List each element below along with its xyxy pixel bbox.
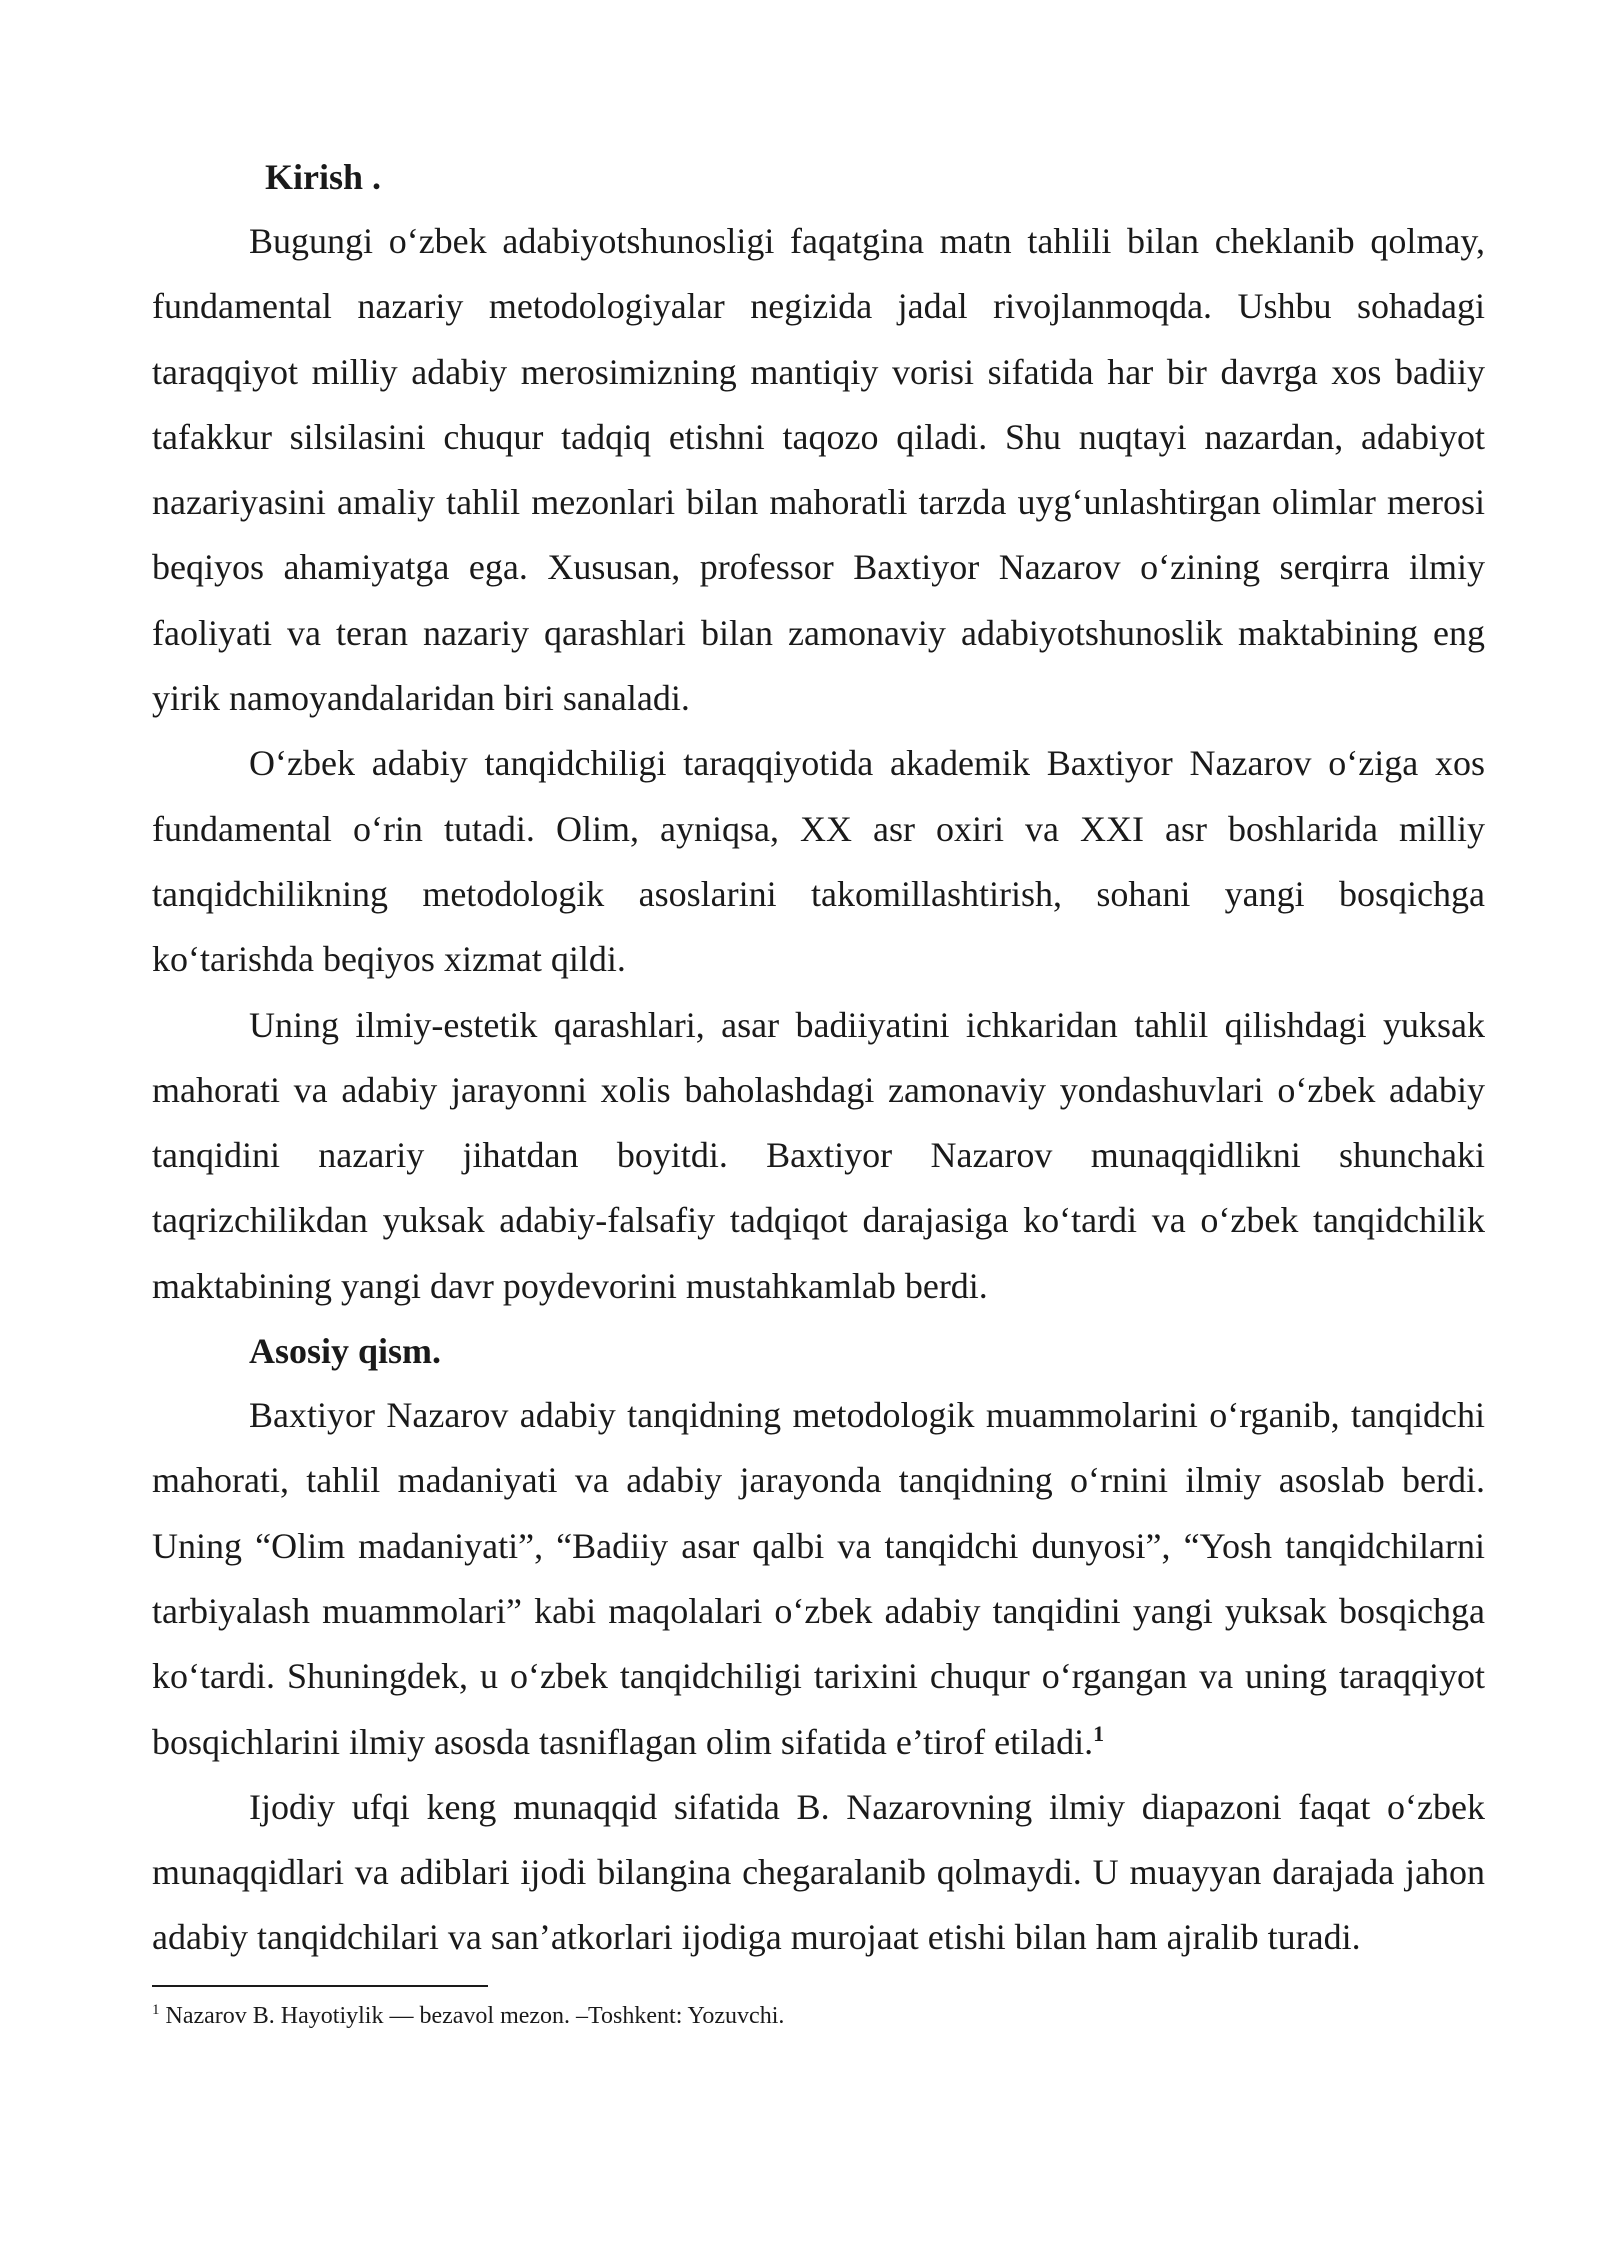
main-paragraph-2: Ijodiy ufqi keng munaqqid sifatida B. Nazarovning ilmiy diapazoni faqat o‘zbek munaqqidlari va adiblari ijodi bilangina chegaralanib qolmaydi. U muayyan darajada jahon adabiy tanqidchilari va san’atkorlari ijodiga murojaat etishi bilan ham ajralib turadi. xyxy=(152,1786,1485,1958)
document-body xyxy=(152,145,1485,1971)
main-paragraph-1 xyxy=(152,1383,1485,1775)
main-paragraph-1-text: Baxtiyor Nazarov adabiy tanqidning metodologik muammolarini o‘rganib, tanqidchi mahorati, tahlil madaniyati va adabiy jarayonda tanqidning o‘rnini ilmiy asoslab berdi. Uning “Olim madaniyati”, “Badiiy asar qalbi va tanqidchi dunyosi”, “Yosh tanqidchilarni tarbiyalash muammolari” kabi maqolalari o‘zbek adabiy tanqidini yangi yuksak bosqichga ko‘tardi. Shuningdek, u o‘zbek tanqidchiligi tarixini chuqur o‘rgangan va uning taraqqiyot bosqichlarini ilmiy asosda tasniflagan olim sifatida e’tirof etiladi. xyxy=(152,1395,1485,1762)
intro-heading: Kirish . xyxy=(265,157,382,197)
footnote xyxy=(152,2000,1485,2032)
main-heading: Asosiy qism. xyxy=(249,1331,442,1372)
intro-paragraph-2: O‘zbek adabiy tanqidchiligi taraqqiyotida akademik Baxtiyor Nazarov o‘ziga xos fundamental o‘rin tutadi. Olim, ayniqsa, XX asr oxiri va XXI asr boshlarida milliy tanqidchilikning metodologik asoslarini takomillashtirish, sohani yangi bosqichga ko‘tarishda beqiyos xizmat qildi. xyxy=(152,743,1485,980)
footnote-marker: 1 xyxy=(152,2002,160,2018)
footnote-reference[interactable]: 1 xyxy=(1093,1720,1105,1746)
intro-paragraph-3: Uning ilmiy-estetik qarashlari, asar badiiyatini ichkaridan tahlil qilishdagi yuksak mahorati va adabiy jarayonni xolis baholashdagi zamonaviy yondashuvlari o‘zbek adabiy tanqidini nazariy jihatdan boyitdi. Baxtiyor Nazarov munaqqidlikni shunchaki taqrizchilikdan yuksak adabiy-falsafiy tadqiqot darajasiga ko‘tardi va o‘zbek tanqidchilik maktabining yangi davr poydevorini mustahkamlab berdi. xyxy=(152,1004,1485,1306)
intro-paragraph-1: Bugungi o‘zbek adabiyotshunosligi faqatgina matn tahlili bilan cheklanib qolmay, fundamental nazariy metodologiyalar negizida jadal rivojlanmoqda. Ushbu sohadagi taraqqiyot milliy adabiy merosimizning mantiqiy vorisi sifatida har bir davrga xos badiiy tafakkur silsilasini chuqur tadqiq etishni taqozo qiladi. Shu nuqtayi nazardan, adabiyot nazariyasini amaliy tahlil mezonlari bilan mahoratli tarzda uyg‘unlashtirgan olimlar merosi beqiyos ahamiyatga ega. Xususan, professor Baxtiyor Nazarov o‘zining serqirra ilmiy faoliyati va teran nazariy qarashlari bilan zamonaviy adabiyotshunoslik maktabining eng yirik namoyandalaridan biri sanaladi. xyxy=(152,221,1485,719)
footnote-text: Nazarov B. Hayotiylik — bezavol mezon. –Toshkent: Yozuvchi. xyxy=(159,2003,785,2029)
footnote-separator xyxy=(152,1985,488,1987)
